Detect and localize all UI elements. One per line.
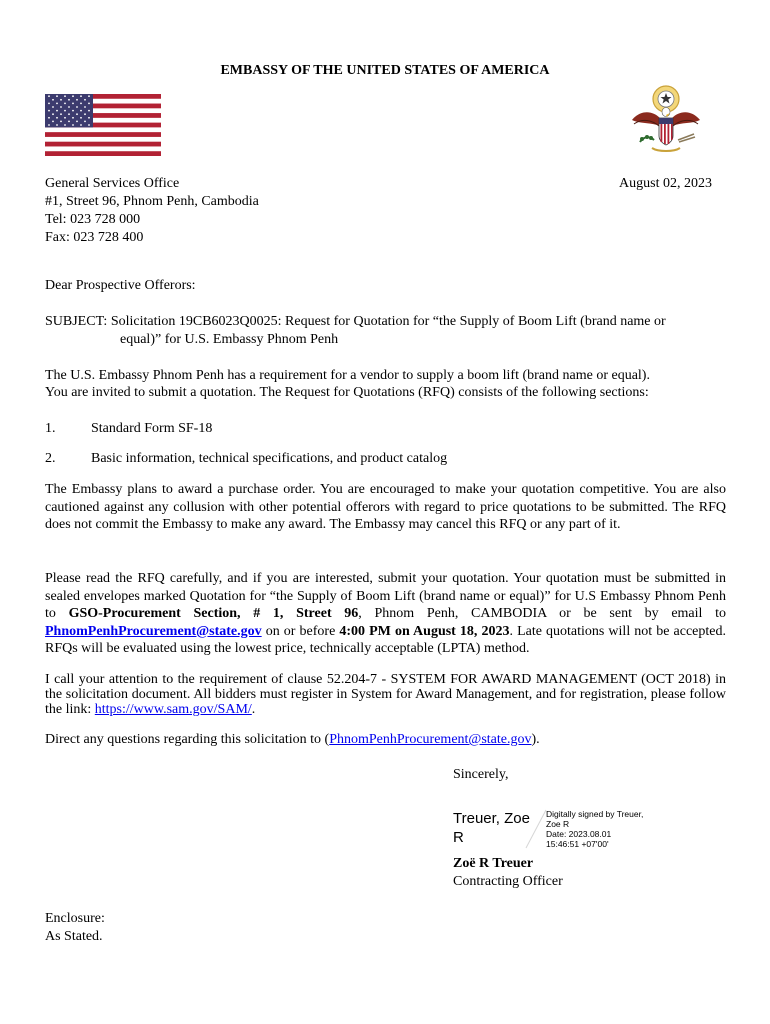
letter-date: August 02, 2023	[619, 176, 712, 191]
signature-name-line-1: Treuer, Zoe	[453, 810, 530, 827]
questions-end: ).	[531, 732, 540, 747]
signature-name-line-2: R	[453, 829, 464, 846]
signer-title: Contracting Officer	[453, 874, 563, 889]
closing: Sincerely,	[453, 767, 509, 782]
sam-link[interactable]: https://www.sam.gov/SAM/	[94, 702, 252, 717]
enclosure-value: As Stated.	[45, 929, 103, 944]
questions-text: Direct any questions regarding this solicitation to (	[45, 732, 330, 747]
questions-email-link[interactable]: PhnomPenhProcurement@state.gov	[329, 732, 532, 747]
us-flag-icon	[45, 94, 161, 156]
signer-name: Zoë R Treuer	[453, 856, 534, 871]
signature-meta-line: 15:46:51 +07'00'	[546, 839, 609, 849]
sender-address: #1, Street 96, Phnom Penh, Cambodia	[45, 194, 259, 209]
signature-meta-line: Date: 2023.08.01	[546, 829, 612, 839]
sender-tel: Tel: 023 728 000	[45, 212, 141, 227]
submission-text: . Late quotations will not be accepted. RFQs will be evaluated using the lowest price, technically acceptable (LPTA) method.	[45, 623, 726, 656]
enclosure-label: Enclosure:	[45, 911, 105, 926]
section-text: Standard Form SF-18	[91, 421, 213, 436]
award-paragraph: The Embassy plans to award a purchase order. You are encouraged to make your quotation competitive. You are also cautioned against any collusion with other potential offerors with regard to price quotations to be submitted. The RFQ does not commit the Embassy to make any award. The Embassy may cancel this RFQ or any part of it.	[45, 482, 726, 532]
great-seal-eagle-icon	[626, 82, 704, 160]
sender-office: General Services Office	[45, 176, 180, 191]
submission-text: Please read the RFQ carefully, and if you are interested, submit your quotation. Your quotation must be submitted in sealed envelopes marked Quotation for “the Supply of Boom Lift (brand name or equal)” for U.S Embassy Phnom Penh to	[45, 571, 726, 621]
sam-text: I call your attention to the requirement of clause 52.204-7 - SYSTEM FOR AWARD MANAGEMENT (OCT 2018) in the solicitation document. All bidders must register in System for Award Management, and for registration, please follow the link:	[45, 672, 726, 717]
subject-line-2: equal)” for U.S. Embassy Phnom Penh	[120, 332, 339, 347]
salutation: Dear Prospective Offerors:	[45, 278, 196, 293]
section-text: Basic information, technical specifications, and product catalog	[91, 451, 448, 466]
submission-deadline: 4:00 PM on August 18, 2023	[339, 623, 510, 639]
questions-line	[45, 731, 540, 749]
signature-meta-line: Zoe R	[546, 819, 570, 829]
intro-line-2: You are invited to submit a quotation. The Request for Quotations (RFQ) consists of the following sections:	[45, 385, 649, 400]
sam-paragraph	[45, 672, 726, 717]
letter-heading: EMBASSY OF THE UNITED STATES OF AMERICA	[220, 63, 550, 78]
subject-line-1: SUBJECT: Solicitation 19CB6023Q0025: Request for Quotation for “the Supply of Boom Lift (brand name or	[45, 314, 666, 329]
signature-check-mark-icon	[524, 808, 548, 850]
signature-meta-line: Digitally signed by Treuer,	[546, 809, 644, 819]
sender-fax: Fax: 023 728 400	[45, 230, 144, 245]
submission-paragraph	[45, 570, 726, 658]
procurement-address: GSO-Procurement Section, # 1, Street 96	[68, 606, 359, 621]
section-number: 2.	[45, 451, 56, 466]
submission-text: , Phnom Penh, CAMBODIA or be sent by email to	[358, 606, 727, 621]
intro-line-1: The U.S. Embassy Phnom Penh has a requirement for a vendor to supply a boom lift (brand name or equal).	[45, 368, 650, 383]
sam-text-end: .	[251, 702, 256, 717]
procurement-email-link[interactable]: PhnomPenhProcurement@state.gov	[45, 623, 262, 639]
section-number: 1.	[45, 421, 56, 436]
submission-text: on or before	[261, 623, 340, 639]
